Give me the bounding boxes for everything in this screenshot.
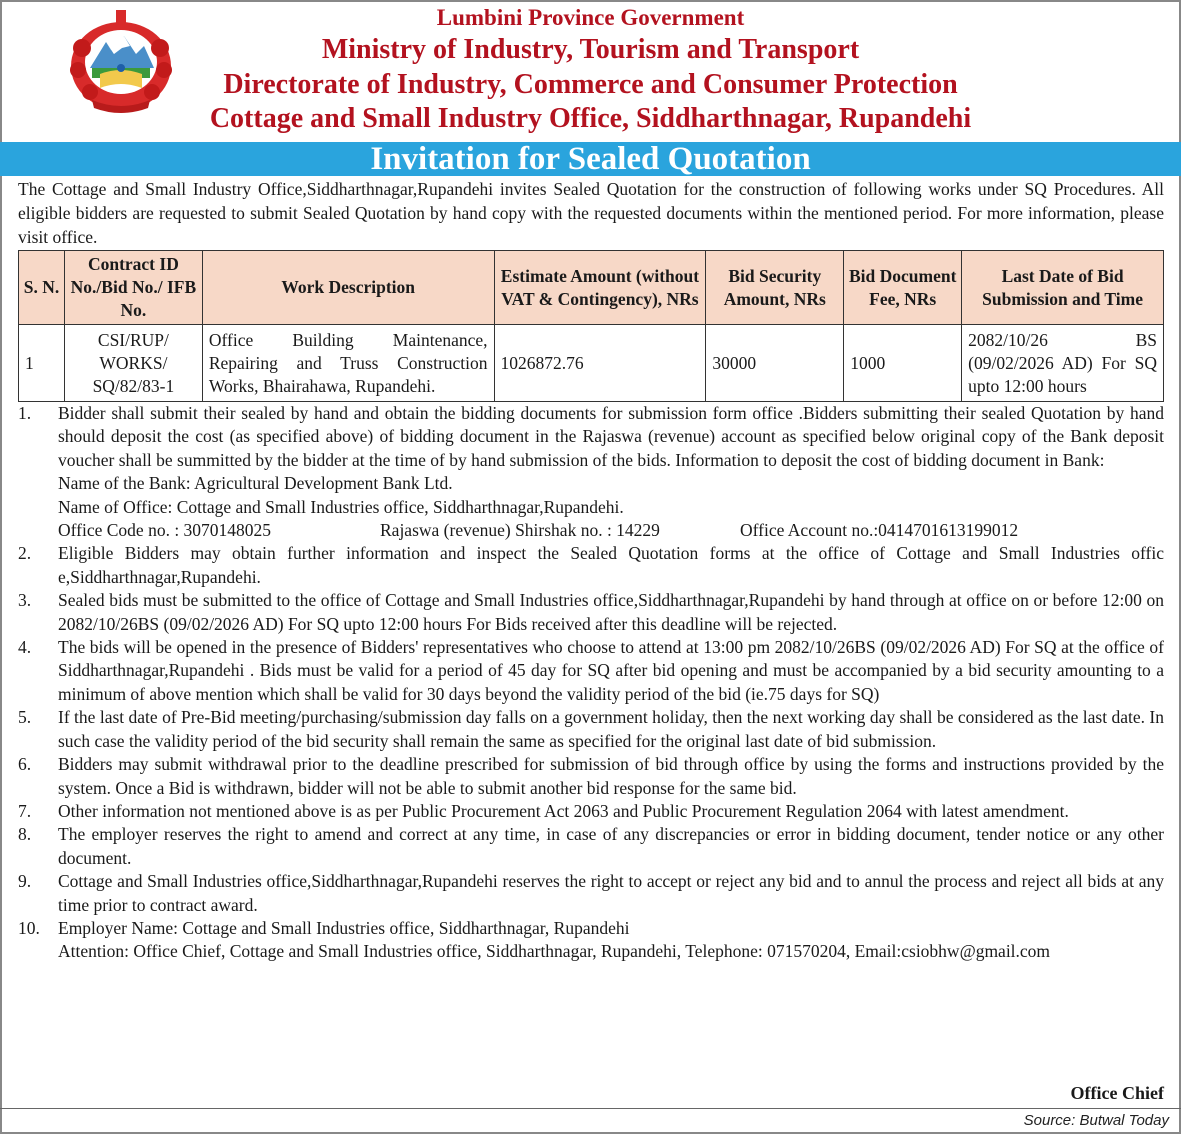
directorate-heading: Directorate of Industry, Commerce and Consumer Protection <box>223 69 958 100</box>
ministry-heading: Ministry of Industry, Tourism and Transport <box>321 34 860 65</box>
intro-paragraph: The Cottage and Small Industry Office,Siddharthnagar,Rupandehi invites Sealed Quotation for the construction of following works under SQ Procedures. All eligible bidders are requested to submit Sealed Quotation by hand copy with the requested documents within the mentioned period. For more information, please visit office. <box>18 179 1164 247</box>
cell-bid-security: 30000 <box>706 325 844 402</box>
office-account-no: Office Account no.:0414701613199012 <box>740 520 1019 541</box>
employer-name: Employer Name: Cottage and Small Industries office, Siddharthnagar, Rupandehi <box>58 917 630 938</box>
table-row <box>19 325 1164 402</box>
term-6-text: Bidders may submit withdrawal prior to the deadline prescribed for submission of bid through office by using the forms and instructions provided by the system. Once a Bid is withdrawn, bidder will not be able to submit another bid response for the same bid. <box>58 754 1164 798</box>
list-item: 5. If the last date of Pre-Bid meeting/purchasing/submission day falls on a government holiday, then the next working day shall be considered as the last date. In such case the validity period of the bid security shall remain the same as specified for the original last date of bid submission. <box>18 707 1164 751</box>
col-header-bid-security: Bid Security Amount, NRs <box>706 251 844 325</box>
col-header-sn: S. N. <box>19 251 65 325</box>
office-heading: Cottage and Small Industry Office, Siddharthnagar, Rupandehi <box>209 103 972 134</box>
province-government-heading: Lumbini Province Government <box>436 5 745 30</box>
list-item: 2. Eligible Bidders may obtain further information and inspect the Sealed Quotation forms at the office of Cottage and Small Industries offic e,Siddharthnagar,Rupandehi. <box>18 543 1164 587</box>
term-5-text: If the last date of Pre-Bid meeting/purchasing/submission day falls on a government holiday, then the next working day shall be considered as the last date. In such case the validity period of the bid security shall remain the same as specified for the original last date of bid submission. <box>58 707 1164 751</box>
cell-last-date: 2082/10/26 BS (09/02/2026 AD) For SQ upto 12:00 hours <box>962 325 1164 402</box>
list-item: 1. Bidder shall submit their sealed by hand and obtain the bidding documents for submission form office .Bidders submitting their sealed Quotation by hand should deposit the cost (as specified above) of bidding document in the Rajaswa (revenue) account as specified below original copy of the Bank deposit voucher shall be summitted by the bidder at the time of by hand submission of the bids. Information to deposit the cost of bidding document in Bank: Name of the Bank: Agricultural Development Bank Ltd. Name of Office: Cottage and Small Industries office, Siddharthnagar,Rupandehi. Office Code no. : 3070148025 Rajaswa (revenue) Shirshak no. : 14229 Office Account no.:0414701613199012 <box>18 402 1164 542</box>
term-3-text: Sealed bids must be submitted to the office of Cottage and Small Industries office,Siddharthnagar,Rupandehi by hand through at office on or before 12:00 on 2082/10/26BS (09/02/2026 AD) For SQ upto 12:00 hours For Bids received after this deadline will be rejected. <box>58 590 1164 634</box>
cell-sn: 1 <box>19 325 65 402</box>
table-header-row <box>19 251 1164 325</box>
rajaswa-shirshak: Rajaswa (revenue) Shirshak no. : 14229 <box>380 520 660 541</box>
col-header-estimate-amount: Estimate Amount (without VAT & Contingency), NRs <box>494 251 706 325</box>
cell-document-fee: 1000 <box>844 325 962 402</box>
list-item: 9. Cottage and Small Industries office,Siddharthnagar,Rupandehi reserves the right to accept or reject any bid and to annul the process and reject all bids at any time prior to contract award. <box>18 871 1164 915</box>
term-2-text: Eligible Bidders may obtain further information and inspect the Sealed Quotation forms at the office of Cottage and Small Industries offic e,Siddharthnagar,Rupandehi. <box>58 543 1164 587</box>
bank-office-name: Name of Office: Cottage and Small Industries office, Siddharthnagar,Rupandehi. <box>58 496 624 517</box>
attention-line: Attention: Office Chief, Cottage and Small Industries office, Siddharthnagar, Rupandehi, Telephone: 071570204, Email:csiobhw@gmail.com <box>58 941 1051 962</box>
signature-office-chief: Office Chief <box>1070 1083 1164 1103</box>
source-credit: Source: Butwal Today <box>1023 1112 1169 1129</box>
office-code: Office Code no. : 3070148025 <box>58 520 272 541</box>
notice-title: Invitation for Sealed Quotation <box>370 141 811 177</box>
term-9-text: Cottage and Small Industries office,Siddharthnagar,Rupandehi reserves the right to accept or reject any bid and to annul the process and reject all bids at any time prior to contract award. <box>58 871 1164 915</box>
cell-contract-id: CSI/RUP/ WORKS/ SQ/82/83-1 <box>64 325 202 402</box>
term-7-text: Other information not mentioned above is as per Public Procurement Act 2063 and Public Procurement Regulation 2064 with latest amendment. <box>58 800 1069 821</box>
term-8-text: The employer reserves the right to amend and correct at any time, in case of any discrepancies or error in bidding document, tender notice or any other document. <box>58 824 1164 868</box>
col-header-document-fee: Bid Document Fee, NRs <box>844 251 962 325</box>
cell-estimate-amount: 1026872.76 <box>494 325 706 402</box>
term-1-text: Bidder shall submit their sealed by hand and obtain the bidding documents for submission form office .Bidders submitting their sealed Quotation by hand should deposit the cost (as specified above) of bidding document in the Rajaswa (revenue) account as specified below original copy of the Bank deposit voucher shall be summitted by the bidder at the time of by hand submission of the bids. Information to deposit the cost of bidding document in Bank: <box>58 403 1164 470</box>
term-4-text: The bids will be opened in the presence of Bidders' representatives who choose to attend at 13:00 pm 2082/10/26BS (09/02/2026 AD) For SQ at the office of Siddharthnagar,Rupandehi . Bids must be valid for a period of 45 day for SQ after bid opening and must be accompanied by a bid security amounting to a minimum of above mention which shall be valid for 30 days beyond the validity period of the bid (ie.75 days for SQ) <box>58 637 1164 704</box>
notice-header <box>0 0 1181 140</box>
col-header-contract-id: Contract ID No./Bid No./ IFB No. <box>64 251 202 325</box>
footer-divider <box>0 1108 1181 1109</box>
col-header-last-date: Last Date of Bid Submission and Time <box>962 251 1164 325</box>
bank-name: Name of the Bank: Agricultural Development Bank Ltd. <box>58 473 453 494</box>
notice-title-band <box>0 142 1181 176</box>
list-item: 7. Other information not mentioned above is as per Public Procurement Act 2063 and Public Procurement Regulation 2064 with latest amendment. <box>18 800 1069 821</box>
cell-work-description: Office Building Maintenance, Repairing and Truss Construction Works, Bhairahawa, Rupandehi. <box>202 325 494 402</box>
list-item: 10. Employer Name: Cottage and Small Industries office, Siddharthnagar, Rupandehi Attention: Office Chief, Cottage and Small Industries office, Siddharthnagar, Rupandehi, Telephone: 071570204, Email:csiobhw@gmail.com <box>18 917 1164 964</box>
terms-list <box>18 402 1164 964</box>
list-item: 4. The bids will be opened in the presence of Bidders' representatives who choose to attend at 13:00 pm 2082/10/26BS (09/02/2026 AD) For SQ at the office of Siddharthnagar,Rupandehi . Bids must be valid for a period of 45 day for SQ after bid opening and must be accompanied by a bid security amounting to a minimum of above mention which shall be valid for 30 days beyond the validity period of the bid (ie.75 days for SQ) <box>18 637 1164 704</box>
bid-table <box>18 250 1164 402</box>
list-item: 8. The employer reserves the right to amend and correct at any time, in case of any discrepancies or error in bidding document, tender notice or any other document. <box>18 824 1164 868</box>
list-item: 3. Sealed bids must be submitted to the office of Cottage and Small Industries office,Siddharthnagar,Rupandehi by hand through at office on or before 12:00 on 2082/10/26BS (09/02/2026 AD) For SQ upto 12:00 hours For Bids received after this deadline will be rejected. <box>18 590 1164 634</box>
list-item: 6. Bidders may submit withdrawal prior to the deadline prescribed for submission of bid through office by using the forms and instructions provided by the system. Once a Bid is withdrawn, bidder will not be able to submit another bid response for the same bid. <box>18 754 1164 798</box>
col-header-work-description: Work Description <box>202 251 494 325</box>
bank-codes-row <box>58 519 1164 542</box>
